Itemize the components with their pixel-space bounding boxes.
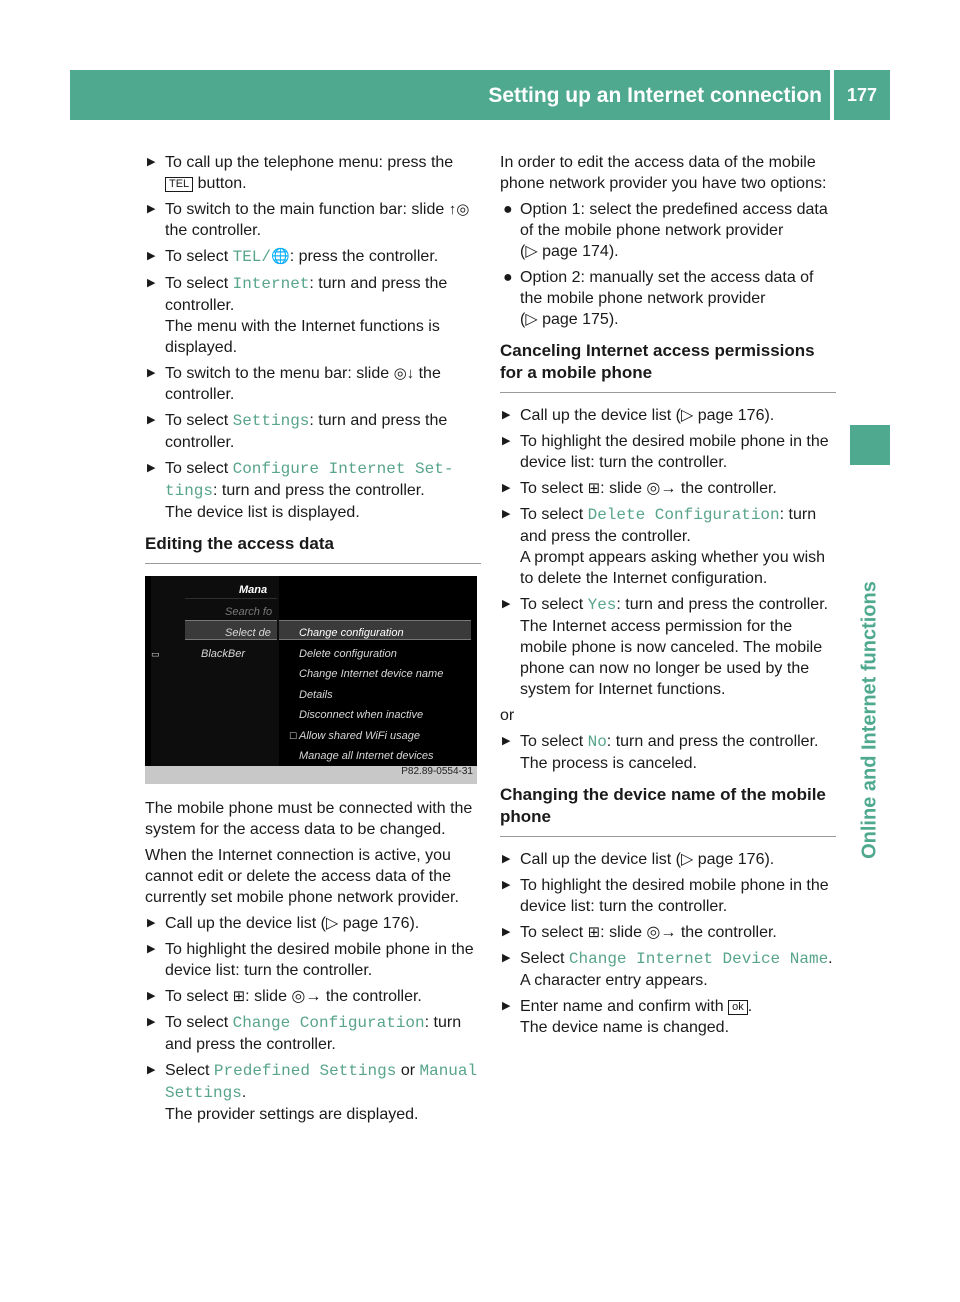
menu-item-settings: Settings xyxy=(232,412,310,430)
screenshot-menu-item: Delete configuration xyxy=(299,648,397,660)
screenshot-left-item: Search fo xyxy=(225,606,273,618)
step-arrow-icon: ▶ xyxy=(147,1016,156,1028)
screenshot-left-item: BlackBer xyxy=(201,648,246,660)
step-select-options: ▶ To select ⊞: slide ◎→ the controller. xyxy=(147,988,422,1005)
screenshot-phone-icon: ▭ xyxy=(151,649,160,659)
step-result: The menu with the Internet functions is displayed. xyxy=(165,318,440,356)
step-arrow-icon: ▶ xyxy=(147,462,156,474)
paragraph-intro-options: In order to edit the access data of the mobile phone network provider you have two options: xyxy=(500,154,827,192)
step-arrow-icon: ▶ xyxy=(147,203,156,215)
heading-canceling-permissions: Canceling Internet access permissions for a mobile phone xyxy=(500,340,836,393)
step-result: The provider settings are displayed. xyxy=(165,1106,419,1123)
option-1: ● Option 1: select the predefined access data of the mobile phone network provider (▷ page 174). xyxy=(503,201,828,260)
step-arrow-icon: ▶ xyxy=(502,735,511,747)
step-select-configure-internet: ▶ To select Configure Internet Set‐tings: turn and press the controller. The device list is displayed. xyxy=(145,458,481,523)
menu-item-change-internet-device-name: Change Internet Device Name xyxy=(568,950,829,968)
or-separator: or xyxy=(500,707,515,724)
step-arrow-icon: ▶ xyxy=(147,990,156,1002)
step-select-options: ▶ To select ⊞: slide ◎→ the controller. xyxy=(502,924,777,941)
step-result: A character entry appears. xyxy=(520,972,708,989)
options-menu-icon: ⊞ xyxy=(232,988,246,1005)
step-select-change-configuration: ▶ To select Change Configuration: turn and press the controller. xyxy=(147,1014,462,1053)
step-result: The device list is displayed. xyxy=(165,504,360,521)
step-select-options: ▶ To select ⊞: slide ◎→ the controller. xyxy=(502,480,777,497)
step-arrow-icon: ▶ xyxy=(147,917,156,929)
device-screenshot xyxy=(145,576,477,784)
step-arrow-icon: ▶ xyxy=(147,250,156,262)
step-select-delete-configuration: ▶ To select Delete Configuration: turn and press the controller. A prompt appears asking whether you wish to delete the Internet configuration. xyxy=(500,504,836,589)
options-menu-icon: ⊞ xyxy=(587,924,601,941)
step-select-tel: ▶ To select TEL/🌐: press the controller. xyxy=(147,248,439,266)
checkbox-icon: ☐ xyxy=(289,731,298,741)
step-call-device-list: ▶ Call up the device list (▷ page 176). xyxy=(147,915,420,932)
step-arrow-icon: ▶ xyxy=(502,435,511,447)
paragraph-connected: The mobile phone must be connected with the system for the access data to be changed. xyxy=(145,800,473,838)
controller-slide-down-icon: ◎↓ xyxy=(393,365,415,382)
page-ref-icon: ▷ xyxy=(680,407,694,424)
heading-editing-access-data: Editing the access data xyxy=(145,533,481,564)
page-ref-icon: ▷ xyxy=(325,915,339,932)
menu-item-tel: TEL/ xyxy=(232,248,271,266)
step-select-settings: ▶ To select Settings: turn and press the controller. xyxy=(147,412,448,451)
step-arrow-icon: ▶ xyxy=(147,943,156,955)
screenshot-menu-item: Change Internet device name xyxy=(299,668,444,680)
controller-slide-up-icon: ↑◎ xyxy=(448,201,470,218)
screenshot-menu-item: Disconnect when inactive xyxy=(299,709,424,721)
menu-item-predefined-settings: Predefined Settings xyxy=(213,1062,397,1080)
screenshot-code: P82.89-0554-31 xyxy=(401,766,473,777)
step-arrow-icon: ▶ xyxy=(502,409,511,421)
menu-item-change-configuration: Change Configuration xyxy=(232,1014,425,1032)
step-arrow-icon: ▶ xyxy=(147,1064,156,1076)
step-call-device-list: ▶ Call up the device list (▷ page 176). xyxy=(502,851,775,868)
step-arrow-icon: ▶ xyxy=(147,156,156,168)
screenshot-menu-item: Details xyxy=(299,689,333,701)
menu-item-internet: Internet xyxy=(232,275,310,293)
page-number: 177 xyxy=(834,70,890,120)
paragraph-active-connection: When the Internet connection is active, you cannot edit or delete the access data of the currently set mobile phone network provider. xyxy=(145,847,459,906)
globe-icon: 🌐 xyxy=(271,248,290,265)
menu-item-manual-settings: Manual Settings xyxy=(165,1062,478,1102)
left-column xyxy=(145,152,481,1130)
chapter-side-label: Online and Internet functions xyxy=(858,581,881,859)
step-select-provider-settings: ▶ Select Predefined Settings or Manual Settings. The provider settings are displayed. xyxy=(145,1060,481,1125)
step-arrow-icon: ▶ xyxy=(502,853,511,865)
step-highlight-phone: ▶ To highlight the desired mobile phone in the device list: turn the controller. xyxy=(147,941,474,979)
step-arrow-icon: ▶ xyxy=(147,277,156,289)
step-result: A prompt appears asking whether you wish to delete the Internet configuration. xyxy=(520,549,826,587)
tel-button-key: TEL xyxy=(165,177,193,192)
page-title: Setting up an Internet connection xyxy=(488,83,822,107)
screenshot-menu-item: Allow shared WiFi usage xyxy=(299,730,420,742)
step-arrow-icon: ▶ xyxy=(147,367,156,379)
right-column xyxy=(500,152,836,1043)
screenshot-left-item: Select de xyxy=(225,627,271,639)
step-call-device-list: ▶ Call up the device list (▷ page 176). xyxy=(502,407,775,424)
menu-item-yes: Yes xyxy=(587,596,617,614)
page-ref-icon: ▷ xyxy=(680,851,694,868)
step-arrow-icon: ▶ xyxy=(502,508,511,520)
screenshot-menu-item: Change configuration xyxy=(299,627,404,639)
bullet-icon: ● xyxy=(503,201,513,218)
step-arrow-icon: ▶ xyxy=(502,926,511,938)
step-select-no: ▶ To select No: turn and press the controller. The process is canceled. xyxy=(500,731,836,774)
ok-key-icon: ok xyxy=(728,1000,748,1015)
step-result: The Internet access permission for the mobile phone is now canceled. The mobile phone can now no longer be used by the system for Internet functions. xyxy=(520,618,823,698)
step-arrow-icon: ▶ xyxy=(502,482,511,494)
step-highlight-phone: ▶ To highlight the desired mobile phone in the device list: turn the controller. xyxy=(502,877,829,915)
menu-item-configure-internet-settings: Configure Internet Set‐tings xyxy=(165,460,454,500)
heading-changing-device-name: Changing the device name of the mobile phone xyxy=(500,784,836,837)
step-switch-menu-bar: ▶ To switch to the menu bar: slide ◎↓ the controller. xyxy=(147,365,441,403)
step-call-telephone-menu: ▶ To call up the telephone menu: press the TEL button. xyxy=(147,154,454,192)
step-arrow-icon: ▶ xyxy=(502,1000,511,1012)
option-2: ● Option 2: manually set the access data of the mobile phone network provider (▷ page 175). xyxy=(503,269,814,328)
step-select-change-device-name: ▶ Select Change Internet Device Name. A character entry appears. xyxy=(500,948,836,991)
step-arrow-icon: ▶ xyxy=(147,414,156,426)
menu-item-no: No xyxy=(587,733,607,751)
screenshot-menu-item: Manage all Internet devices xyxy=(299,750,434,762)
screenshot-left-item: Mana xyxy=(239,584,268,596)
step-enter-name: ▶ Enter name and confirm with ok . The device name is changed. xyxy=(500,996,836,1038)
step-arrow-icon: ▶ xyxy=(502,879,511,891)
bullet-icon: ● xyxy=(503,269,513,286)
options-menu-icon: ⊞ xyxy=(587,480,601,497)
step-highlight-phone: ▶ To highlight the desired mobile phone in the device list: turn the controller. xyxy=(502,433,829,471)
step-select-yes: ▶ To select Yes: turn and press the controller. The Internet access permission for the mobile phone is now canceled. The mobile phone can now no longer be used by the system for Internet functions. xyxy=(500,594,836,700)
menu-item-delete-configuration: Delete Configuration xyxy=(587,506,780,524)
step-arrow-icon: ▶ xyxy=(502,952,511,964)
chapter-tab xyxy=(850,425,890,465)
step-switch-main-function-bar: ▶ To switch to the main function bar: slide ↑◎ the controller. xyxy=(147,201,470,239)
step-select-internet: ▶ To select Internet: turn and press the controller. The menu with the Internet functions is displayed. xyxy=(145,273,481,358)
step-result: The process is canceled. xyxy=(520,755,697,772)
step-arrow-icon: ▶ xyxy=(502,598,511,610)
step-result: The device name is changed. xyxy=(520,1019,730,1036)
